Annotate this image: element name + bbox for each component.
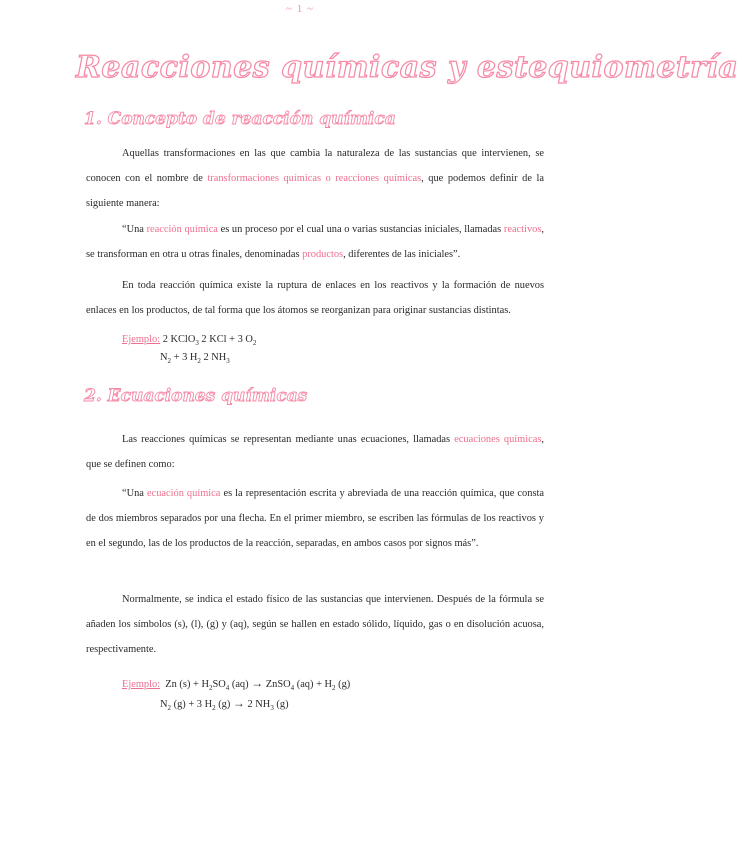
example-label: Ejemplo: <box>122 334 161 345</box>
equation: $N_2 + 3$ $H_2$ 2 $NH_3$ <box>160 352 230 366</box>
paragraph-2-3: Normalmente, se indica el estado físico de las sustancias que intervienen. Después de la fórmula se añaden los símbolos (s), (l), (g) y (aq), según se hallen en estado sólido, líquido, gas o en disolución acuosa, respectivamente. <box>86 594 544 655</box>
paragraph-1-1: Aquellas transformaciones en las que cambia la naturaleza de las sustancias que intervienen, se conocen con el nombre de transformaciones químicas o reacciones químicas, que podemos definir de la siguiente manera: <box>86 148 544 209</box>
paragraph-1-2: “Una reacción química es un proceso por el cual una o varias sustancias iniciales, llamadas reactivos, se transforman en otra u otras finales, denominadas productos, diferentes de las iniciales”. <box>86 224 544 260</box>
highlight-term: reacción química <box>146 224 218 235</box>
arrow-icon: → <box>232 696 245 710</box>
highlight-term: productos <box>302 249 344 260</box>
paragraph-2-2: “Una ecuación química es la representación escrita y abreviada de una reacción química, que consta de dos miembros separados por una flecha. En el primer miembro, se escriben las fórmulas de los reactivos y en el segundo, las de los productos de la reacción, separadas, en ambos casos por signos más”. <box>86 488 544 549</box>
highlight-term: ecuación química <box>146 488 221 499</box>
equation: $N_2$ (g) + 3 $H_2$ (g) → 2 $NH_3$ (g) <box>160 696 289 713</box>
section-heading-1: 1. Concepto de reacción química <box>84 109 396 129</box>
highlight-term: reactivos <box>503 224 542 235</box>
equation: Zn $(s) + H_2SO_4$ (aq) → ZnSO$_4$ $(aq) + H_2$ (g) <box>165 676 351 693</box>
arrow-icon: → <box>251 676 264 690</box>
highlight-term: transformaciones químicas o reacciones químicas <box>207 173 422 184</box>
example-2-line-2 <box>160 694 289 717</box>
equation: 2 KClO$_3$ 2 KCl + 3 $O_2$ <box>162 334 257 348</box>
section-heading-2: 2. Ecuaciones químicas <box>84 386 308 406</box>
paragraph-1-3: En toda reacción química existe la ruptura de enlaces en los reactivos y la formación de nuevos enlaces en los productos, de tal forma que los átomos se reorganizan para originar sustancias distintas. <box>86 280 544 316</box>
page-title: Reacciones químicas y estequiometría <box>76 50 738 85</box>
page-number: ~ 1 ~ <box>286 3 314 15</box>
paragraph-2-1: Las reacciones químicas se representan mediante unas ecuaciones, llamadas ecuaciones químicas, que se definen como: <box>86 434 545 470</box>
example-label: Ejemplo: <box>122 679 161 690</box>
example-1-line-2 <box>160 349 230 370</box>
highlight-term: ecuaciones químicas <box>454 434 542 445</box>
